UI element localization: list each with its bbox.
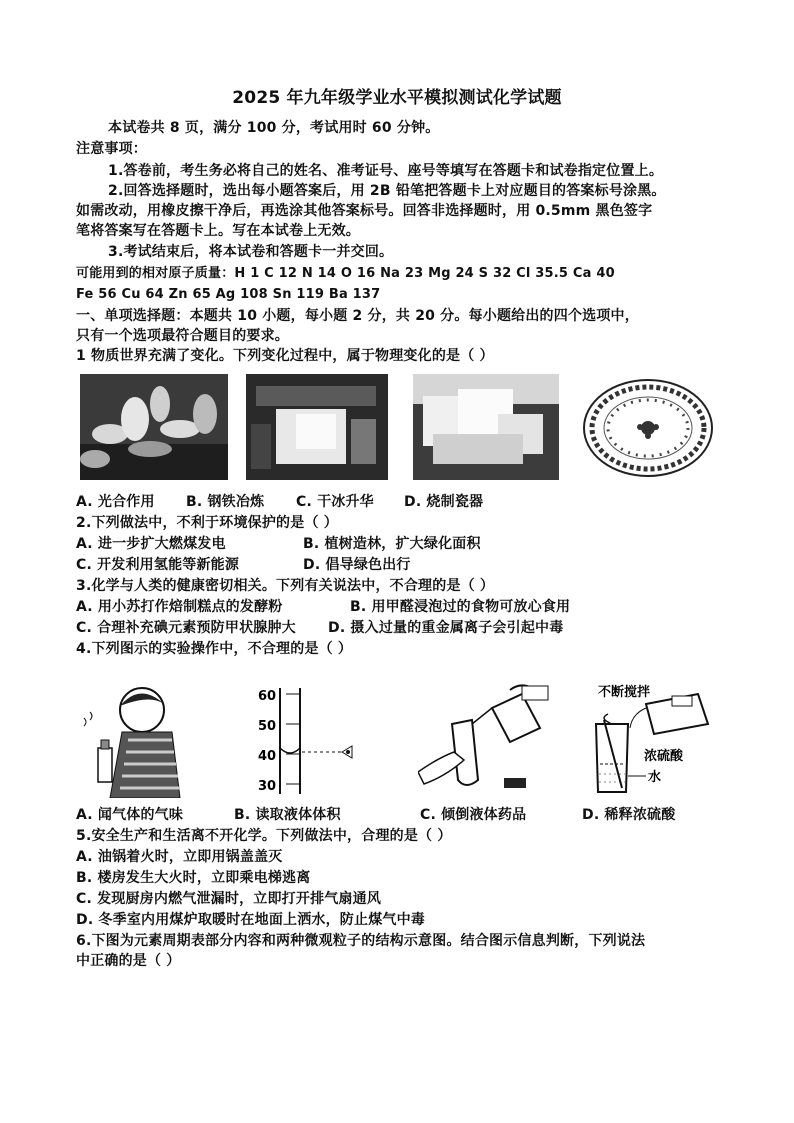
- q3-options-row2: [76, 618, 563, 638]
- q2-options-row2: [76, 555, 411, 575]
- cylinder-tick-60: 60: [258, 689, 277, 704]
- notice-3: 3.考试结束后，将本试卷和答题卡一并交回。: [108, 244, 394, 260]
- atomic-masses-2: Fe 56 Cu 64 Zn 65 Ag 108 Sn 119 Ba 137: [76, 287, 381, 302]
- q2-option-b: B. 植树造林，扩大绿化面积: [303, 536, 481, 552]
- notice-heading: 注意事项：: [76, 141, 147, 157]
- q4-option-a: A. 闻气体的气味: [76, 807, 184, 823]
- q3-stem: 3.化学与人类的健康密切相关。下列有关说法中，不合理的是（ ）: [76, 578, 495, 594]
- q6-stem-line2: 中正确的是（ ）: [76, 953, 181, 969]
- q4-stem: 4.下列图示的实验操作中，不合理的是（ ）: [76, 641, 353, 657]
- stir-label: 不断搅拌: [598, 685, 651, 700]
- q2-option-c: C. 开发利用氢能等新能源: [76, 557, 240, 573]
- q1-option-b: B. 钢铁冶炼: [186, 494, 265, 510]
- notice-2-cont2: 笔将答案写在答题卡上。写在本试卷上无效。: [76, 223, 360, 239]
- notice-1: 1.答卷前，考生务必将自己的姓名、准考证号、座号等填写在答题卡和试卷指定位置上。: [108, 163, 664, 179]
- q3-option-c: C. 合理补充碘元素预防甲状腺肿大: [76, 620, 296, 636]
- q3-option-a: A. 用小苏打作焙制糕点的发酵粉: [76, 599, 283, 615]
- cylinder-tick-40: 40: [258, 749, 277, 764]
- pouring-liquid-illustration: [418, 680, 562, 798]
- q4-options: [76, 805, 675, 825]
- q1-option-a: A. 光合作用: [76, 494, 155, 510]
- q2-option-d: D. 倡导绿色出行: [303, 557, 411, 573]
- q1-option-d: D. 烧制瓷器: [404, 494, 484, 510]
- q4-option-d: D. 稀释浓硫酸: [582, 807, 676, 823]
- exam-intro: 本试卷共 8 页，满分 100 分，考试用时 60 分钟。: [108, 120, 440, 136]
- notice-2: 2.回答选择题时，选出每小题答案后，用 2B 铅笔把答题卡上对应题目的答案标号涂黑。: [108, 183, 666, 199]
- q4-option-c: C. 倾倒液体药品: [420, 807, 527, 823]
- q3-options-row1: [76, 597, 570, 617]
- photosynthesis-photo: [80, 374, 228, 480]
- notice-2-cont: 如需改动，用橡皮擦干净后，再选涂其他答案标号。回答非选择题时，用 0.5mm 黑色签字: [76, 203, 653, 219]
- q1-stem: 1 物质世界充满了变化。下列变化过程中，属于物理变化的是（ ）: [76, 348, 494, 364]
- q5-option-d: D. 冬季室内用煤炉取暖时在地面上洒水，防止煤气中毒: [76, 912, 426, 928]
- section-1-heading-cont: 只有一个选项最符合题目的要求。: [76, 328, 289, 344]
- cylinder-tick-50: 50: [258, 719, 277, 734]
- q2-options-row1: [76, 534, 481, 554]
- water-label: 水: [648, 770, 662, 785]
- q5-option-c: C. 发现厨房内燃气泄漏时，立即打开排气扇通风: [76, 891, 382, 907]
- section-1-heading: 一、单项选择题：本题共 10 小题，每小题 2 分，共 20 分。每小题给出的四个选项中，: [76, 308, 639, 324]
- q6-stem-line1: 6.下图为元素周期表部分内容和两种微观粒子的结构示意图。结合图示信息判断，下列说法: [76, 933, 646, 949]
- dry-ice-photo: [413, 374, 559, 480]
- q5-option-a: A. 油锅着火时，立即用锅盖盖灭: [76, 849, 283, 865]
- q3-option-d: D. 摄入过量的重金属离子会引起中毒: [328, 620, 564, 636]
- q1-option-c: C. 干冰升华: [296, 494, 374, 510]
- q5-stem: 5.安全生产和生活离不开化学。下列做法中，合理的是（ ）: [76, 828, 452, 844]
- steel-smelting-photo: [246, 374, 388, 480]
- q4-option-b: B. 读取液体体积: [234, 807, 341, 823]
- porcelain-plate-icon: [582, 377, 714, 479]
- smelling-gas-illustration: [80, 680, 192, 798]
- acid-label: 浓硫酸: [644, 749, 684, 764]
- q2-option-a: A. 进一步扩大燃煤发电: [76, 536, 226, 552]
- q1-options: [76, 492, 483, 512]
- graduated-cylinder-illustration: [258, 686, 362, 796]
- q3-option-b: B. 用甲醛浸泡过的食物可放心食用: [350, 599, 571, 615]
- dilute-acid-illustration: [588, 684, 718, 796]
- page-title: 2025 年九年级学业水平模拟测试化学试题: [232, 88, 562, 108]
- atomic-masses-1: 可能用到的相对原子质量：H 1 C 12 N 14 O 16 Na 23 Mg 24 S 32 Cl 35.5 Ca 40: [76, 266, 615, 281]
- q5-option-b: B. 楼房发生大火时，立即乘电梯逃离: [76, 870, 311, 886]
- cylinder-tick-30: 30: [258, 779, 277, 794]
- q2-stem: 2.下列做法中，不利于环境保护的是（ ）: [76, 515, 338, 531]
